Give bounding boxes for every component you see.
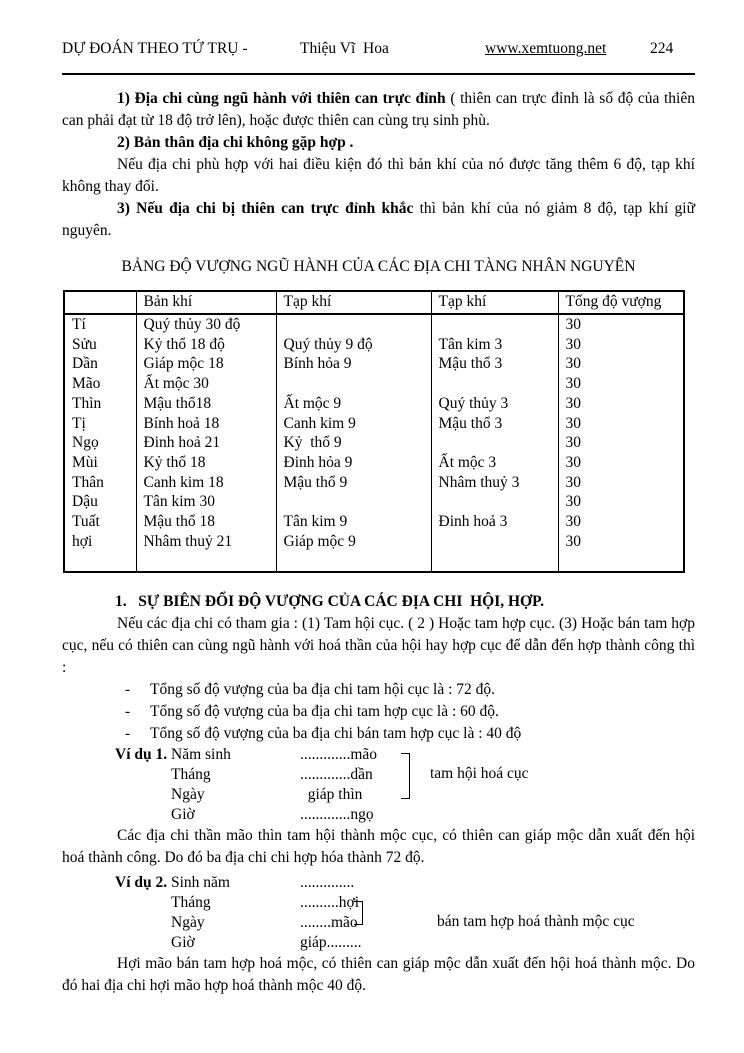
table-cell: Giáp mộc 9 <box>276 532 431 552</box>
table-cell: Mậu thổ 9 <box>276 473 431 493</box>
table-row <box>64 492 684 512</box>
example-field: Tháng <box>171 893 211 911</box>
example-label <box>115 765 171 785</box>
table-cell: Mậu thổ 18 <box>136 512 276 532</box>
table-cell: Sửu <box>64 335 136 355</box>
example-label <box>115 785 171 805</box>
example-label <box>115 913 171 933</box>
example-row <box>115 933 695 953</box>
table-cell <box>64 551 136 572</box>
table-cell <box>431 433 558 453</box>
table-cell: Ngọ <box>64 433 136 453</box>
table-cell: Đinh hoả 3 <box>431 512 558 532</box>
table-row <box>64 335 684 355</box>
paragraph-condition-2: 2) Bản thân địa chi không gặp hợp . <box>117 134 354 151</box>
example1-annotation: tam hội hoá cục <box>430 765 529 783</box>
example-2 <box>115 873 695 953</box>
table-cell: Dần <box>64 354 136 374</box>
example-label: Ví dụ 2. <box>115 874 168 892</box>
bullet-item <box>125 701 695 723</box>
example-value: ........mão <box>300 913 358 931</box>
table-cell: Ất mộc 3 <box>431 453 558 473</box>
column-header: Bản khí <box>136 291 276 314</box>
table-cell: Tân kim 30 <box>136 492 276 512</box>
table-cell: Ất mộc 9 <box>276 394 431 414</box>
table-cell: Kỷ thổ 18 độ <box>136 335 276 355</box>
example-label <box>115 893 171 913</box>
table-cell: Dậu <box>64 492 136 512</box>
table-row <box>64 314 684 335</box>
example-field: Sinh năm <box>171 874 230 892</box>
table-cell <box>558 551 684 572</box>
example-field: Ngày <box>171 913 205 931</box>
table-cell: Quý thủy 3 <box>431 394 558 414</box>
table-cell: Đinh hỏa 9 <box>276 453 431 473</box>
example2-note: Hợi mão bán tam hợp hoá mộc, có thiên can giáp mộc dẫn xuất đến hội hoá thành mộc. Do đó hai địa chi hợi mão hợp hoá thành mộc 40 độ. <box>62 954 695 994</box>
table-cell: 30 <box>558 335 684 355</box>
header-rule <box>62 73 695 75</box>
table-cell: Tuất <box>64 512 136 532</box>
table-cell <box>136 551 276 572</box>
dash-icon: - <box>125 725 131 743</box>
table-cell: Đinh hoả 21 <box>136 433 276 453</box>
doc-title: DỰ ĐOÁN THEO TỨ TRỤ - <box>62 40 248 57</box>
brace-right-icon <box>354 901 363 925</box>
table-cell: 30 <box>558 473 684 493</box>
table-cell: hợi <box>64 532 136 552</box>
table-row <box>64 453 684 473</box>
table-cell: Kỷ thổ 9 <box>276 433 431 453</box>
table-title: BẢNG ĐỘ VƯỢNG NGŨ HÀNH CỦA CÁC ĐỊA CHI TÀNG NHÂN NGUYÊN <box>121 258 636 275</box>
table-cell: Mão <box>64 374 136 394</box>
table-cell: 30 <box>558 433 684 453</box>
bullet-text: Tổng số độ vượng của ba địa chi bán tam hợp cục là : 40 độ <box>150 725 522 743</box>
table-cell <box>431 532 558 552</box>
column-header: Tạp khí <box>431 291 558 314</box>
table-cell <box>276 551 431 572</box>
table-row <box>64 473 684 493</box>
doc-author: Thiệu Vĩ Hoa <box>300 40 389 57</box>
table-spacer-row <box>64 551 684 572</box>
bullet-item <box>125 679 695 701</box>
example-label: Ví dụ 1. <box>115 746 168 764</box>
paragraph-condition-1 <box>62 88 695 132</box>
example-field: Tháng <box>171 766 211 784</box>
table-body <box>64 314 684 572</box>
table-cell: Thìn <box>64 394 136 414</box>
condition-3-lead: 3) Nếu địa chi bị thiên can trực đỉnh khắc <box>117 200 414 217</box>
table-cell: 30 <box>558 414 684 434</box>
example-field: Giờ <box>171 806 195 824</box>
table-cell: Nhâm thuỷ 21 <box>136 532 276 552</box>
example-field: Giờ <box>171 933 195 951</box>
example-value: ..........hợi <box>300 893 360 911</box>
table-cell: Quý thủy 9 độ <box>276 335 431 355</box>
example-value: giáp......... <box>300 933 362 951</box>
page-header <box>62 40 695 62</box>
table-cell: 30 <box>558 394 684 414</box>
table-cell: Tí <box>64 314 136 335</box>
bullet-list <box>125 679 695 745</box>
table-cell <box>431 314 558 335</box>
table-cell <box>276 492 431 512</box>
example-value: .............dần <box>300 766 373 784</box>
condition-1-rest: ( thiên can trực đỉnh là số độ của thiên can phải đạt từ 18 độ trở lên), hoặc được thiên can cùng trụ sinh phù. <box>62 90 695 129</box>
section-intro: Nếu các địa chi có tham gia : (1) Tam hội cục. ( 2 ) Hoặc tam hợp cục. (3) Hoặc bán tam hợp cục, nếu có thiên can cùng ngũ hành với hoá thần của hội hay hợp cục để dẫn đến hợp thành công thì : <box>62 615 695 677</box>
dash-icon: - <box>125 703 131 721</box>
table-cell <box>276 314 431 335</box>
table-cell: Nhâm thuỷ 3 <box>431 473 558 493</box>
table-cell: Bính hỏa 9 <box>276 354 431 374</box>
table-cell: 30 <box>558 314 684 335</box>
example-value: giáp thìn <box>300 786 363 804</box>
table-cell: Bính hoả 18 <box>136 414 276 434</box>
example-field: Ngày <box>171 786 205 804</box>
table-cell: Thân <box>64 473 136 493</box>
table-cell: 30 <box>558 374 684 394</box>
paragraph-condition-3 <box>62 198 695 242</box>
page-number: 224 <box>650 40 674 57</box>
column-header: Tạp khí <box>276 291 431 314</box>
table-cell: Tân kim 9 <box>276 512 431 532</box>
table-cell: 30 <box>558 492 684 512</box>
column-header <box>64 291 136 314</box>
table-cell <box>431 492 558 512</box>
example2-annotation: bán tam hợp hoá thành mộc cục <box>437 913 635 931</box>
paragraph-result: Nếu địa chi phù hợp với hai điều kiện đó thì bản khí của nó được tăng thêm 6 độ, tạp khí không thay đổi. <box>62 156 695 195</box>
condition-1-lead: 1) Địa chi cùng ngũ hành với thiên can trực đỉnh <box>117 90 446 107</box>
table-cell: Mùi <box>64 453 136 473</box>
table-cell: Ất mộc 30 <box>136 374 276 394</box>
example-row <box>115 805 695 825</box>
table-row <box>64 374 684 394</box>
vuong-do-table <box>63 290 685 573</box>
website-link[interactable]: www.xemtuong.net <box>485 40 607 57</box>
table-cell: Mậu thổ18 <box>136 394 276 414</box>
example-field: Năm sinh <box>171 746 231 764</box>
table-cell: Canh kim 18 <box>136 473 276 493</box>
table-cell: Kỷ thổ 18 <box>136 453 276 473</box>
example-label <box>115 805 171 825</box>
example-value: .............mão <box>300 746 378 764</box>
table-head <box>64 291 684 314</box>
example-label <box>115 933 171 953</box>
example-value: .............ngọ <box>300 806 374 824</box>
table-cell: Tị <box>64 414 136 434</box>
table-row <box>64 354 684 374</box>
table-cell: Mậu thổ 3 <box>431 354 558 374</box>
table-row <box>64 414 684 434</box>
table-cell: Tân kim 3 <box>431 335 558 355</box>
example-1 <box>115 745 695 825</box>
dash-icon: - <box>125 681 131 699</box>
example1-note: Các địa chi thần mão thìn tam hội thành mộc cục, có thiên can giáp mộc dẫn xuất đến hội hoá thành công. Do đó ba địa chi chi hợp hóa thành 72 độ. <box>62 827 695 867</box>
table-row <box>64 394 684 414</box>
brace-right-icon <box>401 753 410 799</box>
table-cell: 30 <box>558 453 684 473</box>
table-cell: 30 <box>558 532 684 552</box>
bullet-text: Tổng số độ vượng của ba địa chi tam hợp cục là : 60 độ. <box>150 703 499 721</box>
table-row <box>64 433 684 453</box>
table-cell: Mậu thổ 3 <box>431 414 558 434</box>
condition-3-rest: thì bản khí của nó giảm 8 độ, tạp khí giữ nguyên. <box>62 200 695 239</box>
column-header: Tổng độ vượng <box>558 291 684 314</box>
table-row <box>64 512 684 532</box>
table-cell <box>276 374 431 394</box>
table-cell <box>431 374 558 394</box>
table-cell: Quý thủy 30 độ <box>136 314 276 335</box>
example-row <box>115 873 695 893</box>
bullet-text: Tổng số độ vượng của ba địa chi tam hội cục là : 72 độ. <box>150 681 496 699</box>
table-cell: Giáp mộc 18 <box>136 354 276 374</box>
example-value: .............. <box>300 874 355 892</box>
table-cell: 30 <box>558 512 684 532</box>
bullet-item <box>125 723 695 745</box>
table-cell: 30 <box>558 354 684 374</box>
table-cell <box>431 551 558 572</box>
example-row <box>115 893 695 913</box>
section-heading: 1. SỰ BIÊN ĐỔI ĐỘ VƯỢNG CỦA CÁC ĐỊA CHI HỘI, HỢP. <box>115 593 545 611</box>
table-cell: Canh kim 9 <box>276 414 431 434</box>
table-row <box>64 532 684 552</box>
